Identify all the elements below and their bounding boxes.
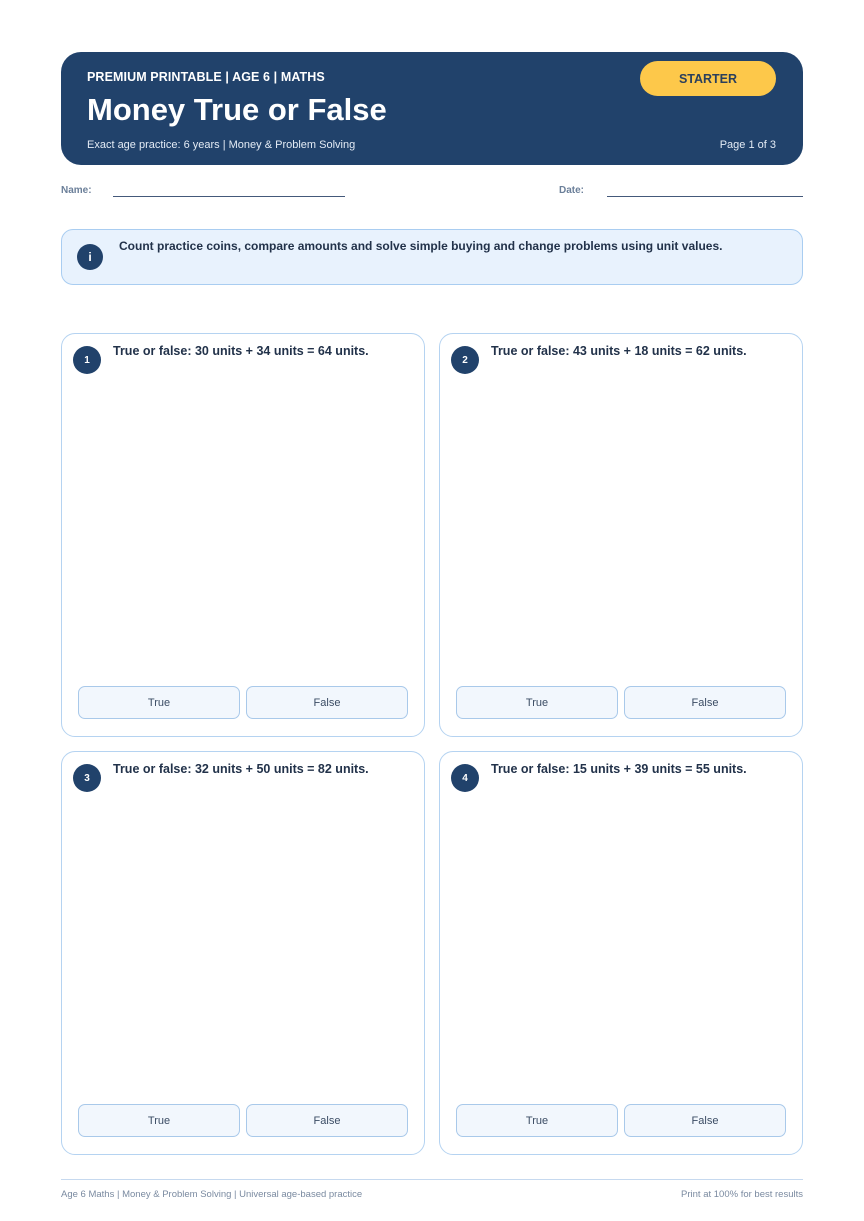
question-text: True or false: 30 units + 34 units = 64 units. (113, 344, 369, 358)
instructions-text: Count practice coins, compare amounts and solve simple buying and change problems using unit values. (119, 239, 723, 253)
footer-divider (61, 1179, 803, 1180)
question-number: 1 (73, 346, 101, 374)
false-button[interactable]: False (246, 1104, 408, 1137)
question-card-4 (439, 751, 803, 1155)
true-button[interactable]: True (78, 1104, 240, 1137)
date-label: Date: (559, 185, 585, 196)
header-subtitle: Exact age practice: 6 years | Money & Problem Solving (87, 139, 356, 151)
true-button[interactable]: True (78, 686, 240, 719)
footer-left-text: Age 6 Maths | Money & Problem Solving | Universal age-based practice (61, 1189, 363, 1200)
name-line[interactable] (113, 196, 345, 197)
name-label: Name: (61, 185, 92, 196)
question-number: 4 (451, 764, 479, 792)
question-number: 3 (73, 764, 101, 792)
header-banner (61, 52, 803, 165)
question-card-2 (439, 333, 803, 737)
question-text: True or false: 32 units + 50 units = 82 units. (113, 762, 369, 776)
question-number: 2 (451, 346, 479, 374)
page-title: Money True or False (87, 92, 387, 127)
instructions-box (61, 229, 803, 285)
page-number: Page 1 of 3 (719, 139, 776, 151)
info-icon: i (77, 244, 103, 270)
date-line[interactable] (607, 196, 803, 197)
header-kicker: PREMIUM PRINTABLE | AGE 6 | MATHS (87, 70, 325, 84)
true-button[interactable]: True (456, 686, 618, 719)
false-button[interactable]: False (246, 686, 408, 719)
false-button[interactable]: False (624, 1104, 786, 1137)
footer-right-text: Print at 100% for best results (681, 1189, 803, 1200)
question-card-1 (61, 333, 425, 737)
true-button[interactable]: True (456, 1104, 618, 1137)
question-card-3 (61, 751, 425, 1155)
level-badge: STARTER (640, 61, 776, 96)
false-button[interactable]: False (624, 686, 786, 719)
question-text: True or false: 43 units + 18 units = 62 units. (491, 344, 747, 358)
question-text: True or false: 15 units + 39 units = 55 units. (491, 762, 747, 776)
